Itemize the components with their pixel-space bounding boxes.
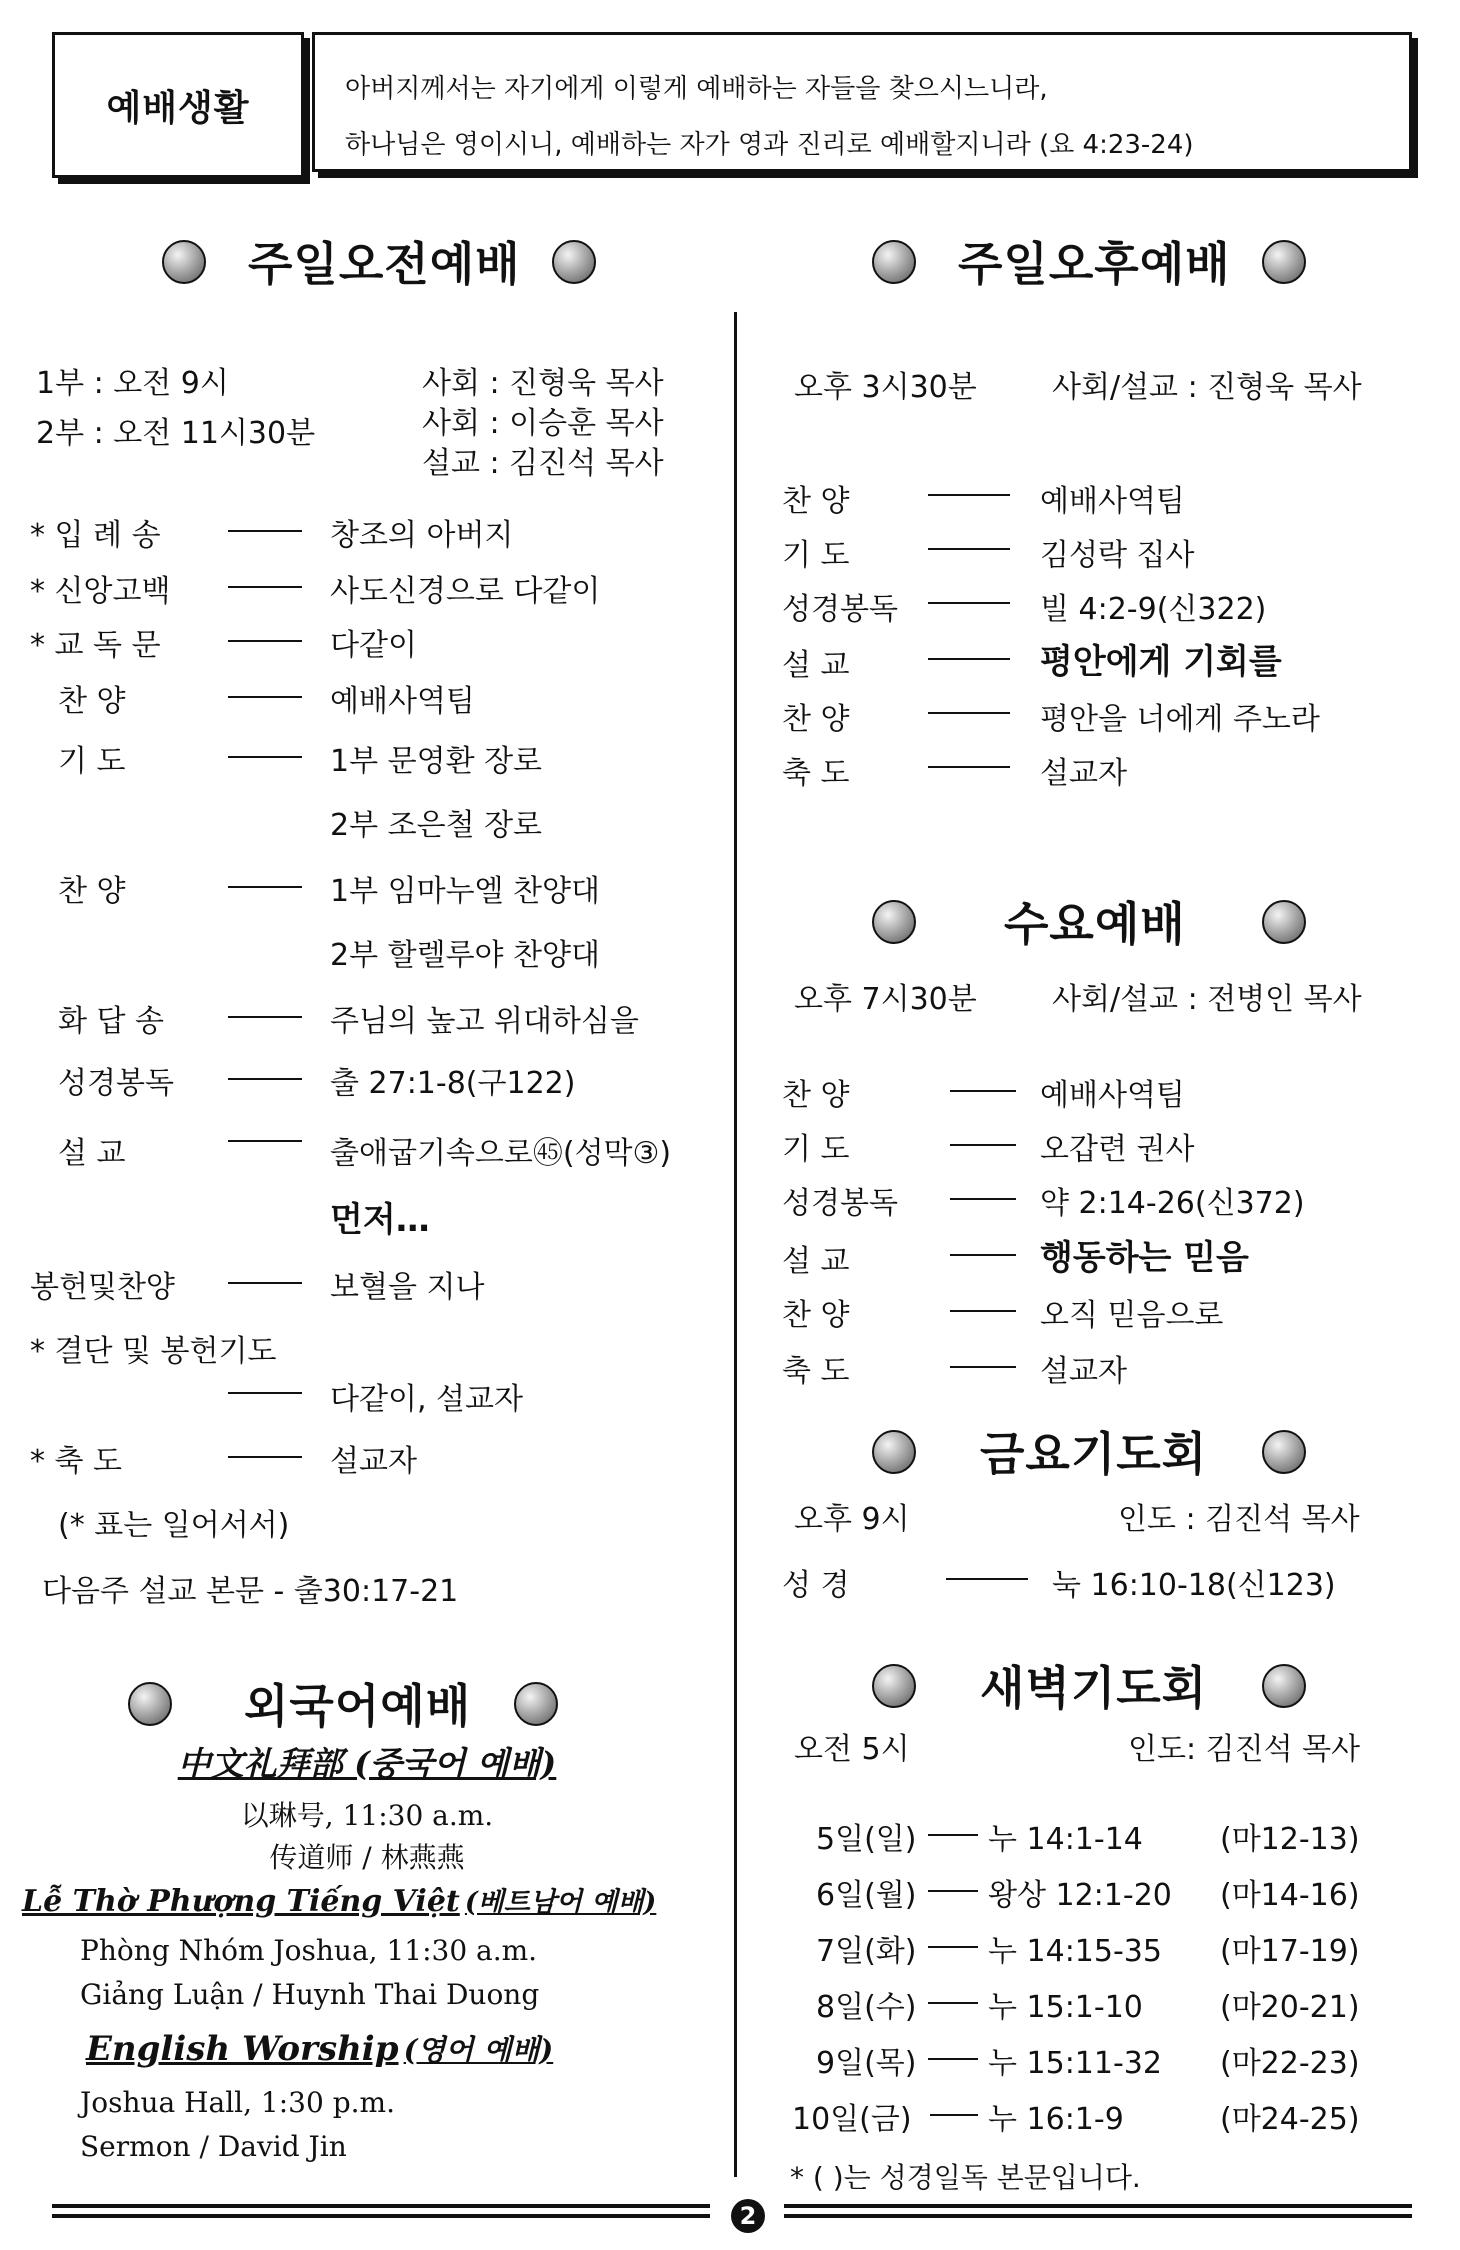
dawn-time: 오전 5시 — [794, 1732, 910, 1767]
order-value: 창조의 아버지 — [330, 518, 514, 553]
order-label: 성 경 — [782, 1568, 850, 1603]
dash-line — [928, 494, 1010, 496]
reading-day: 5일(일) — [816, 1822, 917, 1857]
order-label: * 축 도 — [30, 1444, 123, 1479]
order-value: 예배사역팀 — [1040, 484, 1185, 519]
dash-line — [950, 1144, 1016, 1146]
dash-line — [228, 640, 302, 642]
order-label: * 교 독 문 — [30, 628, 161, 663]
reading-text: 누 16:1-9 — [988, 2102, 1124, 2137]
chinese-worship-title: 中文礼拜部 (중국어 예배) — [177, 1744, 557, 1783]
dawn-leader: 인도: 김진석 목사 — [1128, 1732, 1361, 1767]
reading-ref: (마22-23) — [1220, 2046, 1360, 2081]
dash-line — [228, 1078, 302, 1080]
reading-text: 누 15:1-10 — [988, 1990, 1143, 2025]
dash-line — [950, 1254, 1016, 1256]
vietnamese-worship-title: Lễ Thờ Phượng Tiếng Việt — [22, 1884, 460, 1919]
dash-line — [228, 756, 302, 758]
dash-line — [928, 712, 1010, 714]
order-value: 평안을 너에게 주노라 — [1040, 702, 1320, 737]
order-label: 찬 양 — [782, 484, 850, 519]
foreign-title: 외국어예배 — [244, 1679, 472, 1733]
order-label: 찬 양 — [782, 1298, 850, 1333]
dash-line — [228, 1456, 302, 1458]
order-value: 1부 임마누엘 찬양대 — [330, 874, 600, 909]
dash-line — [228, 1016, 302, 1018]
afternoon-sermon-title: 평안에게 기회를 — [1040, 642, 1282, 682]
dash-line — [928, 1834, 978, 1836]
dash-line — [928, 1890, 978, 1892]
footer-rule-right — [784, 2204, 1412, 2208]
reading-ref: (마14-16) — [1220, 1878, 1360, 1913]
wednesday-host: 사회/설교 : 전병인 목사 — [1052, 982, 1362, 1017]
order-value: 김성락 집사 — [1040, 538, 1195, 573]
bullet-ball-icon — [1262, 1430, 1306, 1474]
order-label: 찬 양 — [782, 1078, 850, 1113]
dash-line — [228, 1392, 302, 1394]
order-label: * 결단 및 봉헌기도 — [30, 1334, 277, 1369]
reading-day: 8일(수) — [816, 1990, 917, 2025]
chinese-line-1: 以琳号, 11:30 a.m. — [240, 1799, 494, 1832]
order-value: 예배사역팀 — [1040, 1078, 1185, 1113]
order-value: 다같이, 설교자 — [330, 1382, 523, 1417]
bullet-ball-icon — [872, 240, 916, 284]
order-value-2: 2부 할렐루야 찬양대 — [330, 938, 600, 973]
bullet-ball-icon — [128, 1682, 172, 1726]
order-label: 화 답 송 — [58, 1004, 165, 1039]
column-divider — [734, 312, 737, 2177]
verse-box — [312, 32, 1412, 172]
order-value: 사도신경으로 다같이 — [330, 574, 601, 609]
service-time-1: 1부 : 오전 9시 — [36, 366, 229, 401]
next-week-text: 다음주 설교 본문 - 출30:17-21 — [42, 1574, 459, 1609]
order-label: 설 교 — [782, 1244, 850, 1279]
order-label: 설 교 — [58, 1136, 126, 1171]
english-line-2: Sermon / David Jin — [80, 2130, 347, 2163]
vietnamese-line-1: Phòng Nhóm Joshua, 11:30 a.m. — [80, 1934, 538, 1967]
order-value: 예배사역팀 — [330, 684, 475, 719]
dash-line — [228, 886, 302, 888]
order-label: 기 도 — [782, 538, 850, 573]
reading-text: 왕상 12:1-20 — [988, 1878, 1172, 1913]
order-label: 설 교 — [782, 648, 850, 683]
english-worship-title: English Worship — [86, 2029, 399, 2069]
page-number: 2 — [731, 2199, 765, 2233]
dash-line — [928, 548, 1010, 550]
reading-day: 7일(화) — [816, 1934, 917, 1969]
reading-ref: (마17-19) — [1220, 1934, 1360, 1969]
order-value: 출 27:1-8(구122) — [330, 1066, 576, 1101]
english-line-1: Joshua Hall, 1:30 p.m. — [80, 2086, 395, 2119]
dash-line — [928, 2058, 978, 2060]
reading-text: 누 15:11-32 — [988, 2046, 1162, 2081]
footer-rule-right — [784, 2214, 1412, 2218]
dash-line — [930, 2114, 978, 2116]
service-time-2: 2부 : 오전 11시30분 — [36, 416, 316, 451]
section-label: 예배생활 — [52, 32, 304, 178]
reading-ref: (마24-25) — [1220, 2102, 1360, 2137]
reading-text: 누 14:1-14 — [988, 1822, 1143, 1857]
reading-ref: (마20-21) — [1220, 1990, 1360, 2025]
order-value: 눅 16:10-18(신123) — [1052, 1568, 1336, 1603]
dash-line — [928, 2002, 978, 2004]
bullet-ball-icon — [1262, 240, 1306, 284]
order-label: * 입 례 송 — [30, 518, 161, 553]
reading-day: 10일(금) — [792, 2102, 912, 2137]
dash-line — [950, 1090, 1016, 1092]
order-value: 오갑련 권사 — [1040, 1132, 1195, 1167]
order-value: 설교자 — [330, 1444, 417, 1479]
dash-line — [928, 602, 1010, 604]
order-label: 기 도 — [58, 744, 126, 779]
wednesday-time: 오후 7시30분 — [794, 982, 977, 1017]
dash-line — [928, 658, 1010, 660]
bullet-ball-icon — [872, 1430, 916, 1474]
reading-day: 9일(목) — [816, 2046, 917, 2081]
dash-line — [928, 1946, 978, 1948]
wednesday-title: 수요예배 — [1004, 897, 1186, 951]
dash-line — [928, 766, 1010, 768]
dash-line — [950, 1310, 1016, 1312]
preacher: 설교 : 김진석 목사 — [422, 446, 664, 481]
order-label: 축 도 — [782, 1354, 850, 1389]
morning-title: 주일오전예배 — [248, 237, 521, 291]
footer-rule-left — [52, 2204, 710, 2208]
sermon-title: 먼저… — [330, 1200, 430, 1240]
order-value: 약 2:14-26(신372) — [1040, 1186, 1305, 1221]
bullet-ball-icon — [1262, 900, 1306, 944]
vietnamese-worship-korean: (베트남어 예배) — [464, 1887, 657, 1918]
order-value: 보혈을 지나 — [330, 1270, 485, 1305]
dash-line — [228, 696, 302, 698]
order-label: 성경봉독 — [782, 1186, 898, 1221]
order-value: 1부 문영환 장로 — [330, 744, 543, 779]
afternoon-time: 오후 3시30분 — [794, 370, 977, 405]
order-label: 성경봉독 — [782, 592, 898, 627]
dash-line — [228, 1282, 302, 1284]
order-value: 주님의 높고 위대하심을 — [330, 1004, 639, 1039]
order-label: 축 도 — [782, 756, 850, 791]
order-label: 찬 양 — [58, 684, 126, 719]
bullet-ball-icon — [162, 240, 206, 284]
order-value-2: 2부 조은철 장로 — [330, 808, 543, 843]
vietnamese-line-2: Giảng Luận / Huynh Thai Duong — [80, 1978, 540, 2011]
dash-line — [228, 1140, 302, 1142]
friday-leader: 인도 : 김진석 목사 — [1118, 1502, 1360, 1537]
order-label: 찬 양 — [782, 702, 850, 737]
reading-text: 누 14:15-35 — [988, 1934, 1162, 1969]
dash-line — [228, 586, 302, 588]
host-2: 사회 : 이승훈 목사 — [422, 406, 664, 441]
dash-line — [950, 1198, 1016, 1200]
order-value: 빌 4:2-9(신322) — [1040, 592, 1267, 627]
bullet-ball-icon — [552, 240, 596, 284]
friday-title: 금요기도회 — [980, 1427, 1208, 1481]
reading-day: 6일(월) — [816, 1878, 917, 1913]
english-worship-korean: (영어 예배) — [403, 2033, 554, 2067]
reading-note: * ( )는 성경일독 본문입니다. — [790, 2161, 1141, 2194]
order-value: 다같이 — [330, 628, 417, 663]
order-value: 설교자 — [1040, 1354, 1127, 1389]
afternoon-title: 주일오후예배 — [958, 237, 1231, 291]
verse-line-1: 아버지께서는 자기에게 이렇게 예배하는 자들을 찾으시느니라, — [345, 74, 1048, 104]
bullet-ball-icon — [514, 1682, 558, 1726]
dawn-title: 새벽기도회 — [980, 1661, 1208, 1715]
bullet-ball-icon — [1262, 1664, 1306, 1708]
order-label: 찬 양 — [58, 874, 126, 909]
chinese-line-2: 传道师 / 林燕燕 — [269, 1841, 465, 1874]
wednesday-sermon-title: 행동하는 믿음 — [1040, 1238, 1249, 1278]
standing-note: (* 표는 일어서서) — [58, 1508, 290, 1543]
order-value: 설교자 — [1040, 756, 1127, 791]
friday-time: 오후 9시 — [794, 1502, 910, 1537]
reading-ref: (마12-13) — [1220, 1822, 1360, 1857]
verse-line-2: 하나님은 영이시니, 예배하는 자가 영과 진리로 예배할지니라 (요 4:23-24) — [345, 130, 1194, 160]
order-label: 성경봉독 — [58, 1066, 174, 1101]
order-label: 봉헌및찬양 — [30, 1270, 175, 1305]
bullet-ball-icon — [872, 1664, 916, 1708]
order-value: 출애굽기속으로㊺(성막③) — [330, 1136, 672, 1171]
order-label: * 신앙고백 — [30, 574, 171, 609]
bullet-ball-icon — [872, 900, 916, 944]
dash-line — [228, 530, 302, 532]
footer-rule-left — [52, 2214, 710, 2218]
dash-line — [946, 1578, 1028, 1580]
dash-line — [950, 1366, 1016, 1368]
afternoon-host: 사회/설교 : 진형욱 목사 — [1052, 370, 1362, 405]
host-1: 사회 : 진형욱 목사 — [422, 366, 664, 401]
order-label: 기 도 — [782, 1132, 850, 1167]
order-value: 오직 믿음으로 — [1040, 1298, 1224, 1333]
